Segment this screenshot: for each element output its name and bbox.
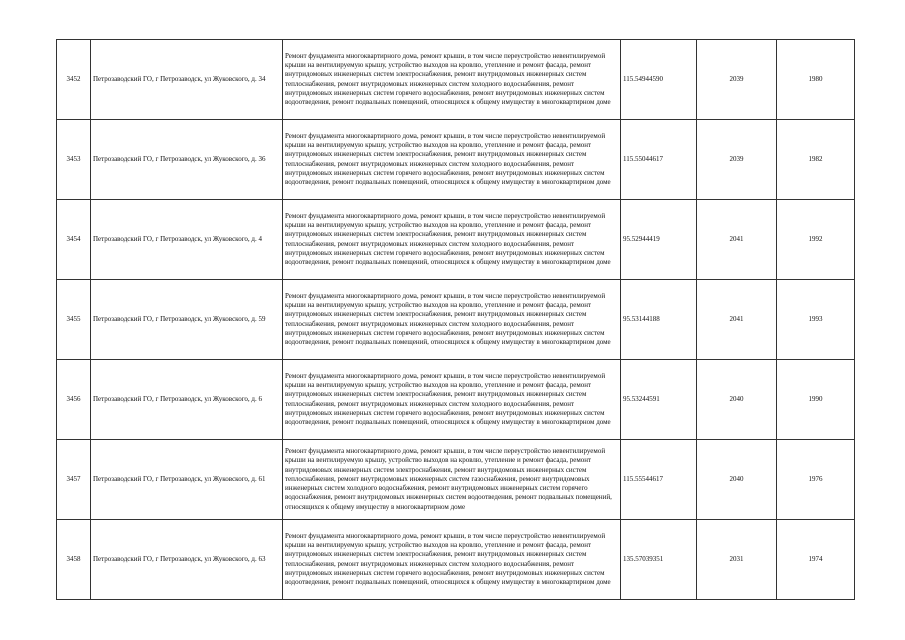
- row-built-year: 1992: [777, 200, 855, 280]
- table-row: [57, 200, 855, 280]
- row-built-year: 1980: [777, 40, 855, 120]
- row-built-year: 1982: [777, 120, 855, 200]
- row-built-year: 1976: [777, 440, 855, 520]
- row-address: Петрозаводский ГО, г Петрозаводск, ул Жуковского, д. 4: [91, 200, 283, 280]
- row-number: 3458: [57, 520, 91, 600]
- row-value: 135.57039351: [621, 520, 697, 600]
- row-address: Петрозаводский ГО, г Петрозаводск, ул Жуковского, д. 63: [91, 520, 283, 600]
- row-value: 115.55044617: [621, 120, 697, 200]
- row-year: 2040: [697, 360, 777, 440]
- row-works: Ремонт фундамента многоквартирного дома, ремонт крыши, в том числе переустройство невентилируемой крыши на вентилируемую крышу, устройство выходов на кровлю, утепление и ремонт фасада, ремонт внутридомовых инженерных систем электроснабжения, ремонт внутридомовых инженерных систем теплоснабжения, ремонт внутридомовых инженерных систем холодного водоснабжения, ремонт внутридомовых инженерных систем горячего водоснабжения, ремонт внутридомовых инженерных систем водоотведения, ремонт подвальных помещений, относящихся к общему имуществу в многоквартирном доме: [283, 360, 621, 440]
- row-built-year: 1993: [777, 280, 855, 360]
- row-value: 115.55544617: [621, 440, 697, 520]
- row-number: 3455: [57, 280, 91, 360]
- table-row: [57, 120, 855, 200]
- row-works: Ремонт фундамента многоквартирного дома, ремонт крыши, в том числе переустройство невентилируемой крыши на вентилируемую крышу, устройство выходов на кровлю, утепление и ремонт фасада, ремонт внутридомовых инженерных систем электроснабжения, ремонт внутридомовых инженерных систем теплоснабжения, ремонт внутридомовых инженерных систем холодного водоснабжения, ремонт внутридомовых инженерных систем горячего водоснабжения, ремонт внутридомовых инженерных систем водоотведения, ремонт подвальных помещений, относящихся к общему имуществу в многоквартирном доме: [283, 280, 621, 360]
- row-value: 95.53244591: [621, 360, 697, 440]
- table-row: [57, 280, 855, 360]
- row-year: 2041: [697, 280, 777, 360]
- table-row: [57, 360, 855, 440]
- row-number: 3457: [57, 440, 91, 520]
- row-works: Ремонт фундамента многоквартирного дома, ремонт крыши, в том числе переустройство невентилируемой крыши на вентилируемую крышу, устройство выходов на кровлю, утепление и ремонт фасада, ремонт внутридомовых инженерных систем электроснабжения, ремонт внутридомовых инженерных систем теплоснабжения, ремонт внутридомовых инженерных систем холодного водоснабжения, ремонт внутридомовых инженерных систем горячего водоснабжения, ремонт внутридомовых инженерных систем водоотведения, ремонт подвальных помещений, относящихся к общему имуществу в многоквартирном доме: [283, 520, 621, 600]
- row-number: 3453: [57, 120, 91, 200]
- row-year: 2040: [697, 440, 777, 520]
- row-works: Ремонт фундамента многоквартирного дома, ремонт крыши, в том числе переустройство невентилируемой крыши на вентилируемую крышу, устройство выходов на кровлю, утепление и ремонт фасада, ремонт внутридомовых инженерных систем электроснабжения, ремонт внутридомовых инженерных систем теплоснабжения, ремонт внутридомовых инженерных систем холодного водоснабжения, ремонт внутридомовых инженерных систем горячего водоснабжения, ремонт внутридомовых инженерных систем водоотведения, ремонт подвальных помещений, относящихся к общему имуществу в многоквартирном доме: [283, 40, 621, 120]
- row-value: 95.52944419: [621, 200, 697, 280]
- table-row: [57, 520, 855, 600]
- row-address: Петрозаводский ГО, г Петрозаводск, ул Жуковского, д. 61: [91, 440, 283, 520]
- row-year: 2041: [697, 200, 777, 280]
- row-address: Петрозаводский ГО, г Петрозаводск, ул Жуковского, д. 34: [91, 40, 283, 120]
- row-year: 2039: [697, 120, 777, 200]
- row-address: Петрозаводский ГО, г Петрозаводск, ул Жуковского, д. 59: [91, 280, 283, 360]
- row-year: 2031: [697, 520, 777, 600]
- row-number: 3454: [57, 200, 91, 280]
- row-address: Петрозаводский ГО, г Петрозаводск, ул Жуковского, д. 36: [91, 120, 283, 200]
- row-works: Ремонт фундамента многоквартирного дома, ремонт крыши, в том числе переустройство невентилируемой крыши на вентилируемую крышу, устройство выходов на кровлю, утепление и ремонт фасада, ремонт внутридомовых инженерных систем электроснабжения, ремонт внутридомовых инженерных систем теплоснабжения, ремонт внутридомовых инженерных систем холодного водоснабжения, ремонт внутридомовых инженерных систем горячего водоснабжения, ремонт внутридомовых инженерных систем водоотведения, ремонт подвальных помещений, относящихся к общему имуществу в многоквартирном доме: [283, 120, 621, 200]
- row-year: 2039: [697, 40, 777, 120]
- register-table-body: [57, 40, 855, 600]
- table-row: [57, 440, 855, 520]
- row-number: 3456: [57, 360, 91, 440]
- row-address: Петрозаводский ГО, г Петрозаводск, ул Жуковского, д. 6: [91, 360, 283, 440]
- row-value: 95.53144188: [621, 280, 697, 360]
- table-row: [57, 40, 855, 120]
- row-built-year: 1990: [777, 360, 855, 440]
- row-works: Ремонт фундамента многоквартирного дома, ремонт крыши, в том числе переустройство невентилируемой крыши на вентилируемую крышу, устройство выходов на кровлю, утепление и ремонт фасада, ремонт внутридомовых инженерных систем электроснабжения, ремонт внутридомовых инженерных систем теплоснабжения, ремонт внутридомовых инженерных систем газоснабжения, ремонт внутридомовых инженерных систем холодного водоснабжения, ремонт внутридомовых инженерных систем горячего водоснабжения, ремонт внутридомовых инженерных систем водоотведения, ремонт подвальных помещений, относящихся к общему имуществу в многоквартирном доме: [283, 440, 621, 520]
- row-number: 3452: [57, 40, 91, 120]
- row-works: Ремонт фундамента многоквартирного дома, ремонт крыши, в том числе переустройство невентилируемой крыши на вентилируемую крышу, устройство выходов на кровлю, утепление и ремонт фасада, ремонт внутридомовых инженерных систем электроснабжения, ремонт внутридомовых инженерных систем теплоснабжения, ремонт внутридомовых инженерных систем холодного водоснабжения, ремонт внутридомовых инженерных систем горячего водоснабжения, ремонт внутридомовых инженерных систем водоотведения, ремонт подвальных помещений, относящихся к общему имуществу в многоквартирном доме: [283, 200, 621, 280]
- row-built-year: 1974: [777, 520, 855, 600]
- register-table: [56, 39, 855, 600]
- row-value: 115.54944590: [621, 40, 697, 120]
